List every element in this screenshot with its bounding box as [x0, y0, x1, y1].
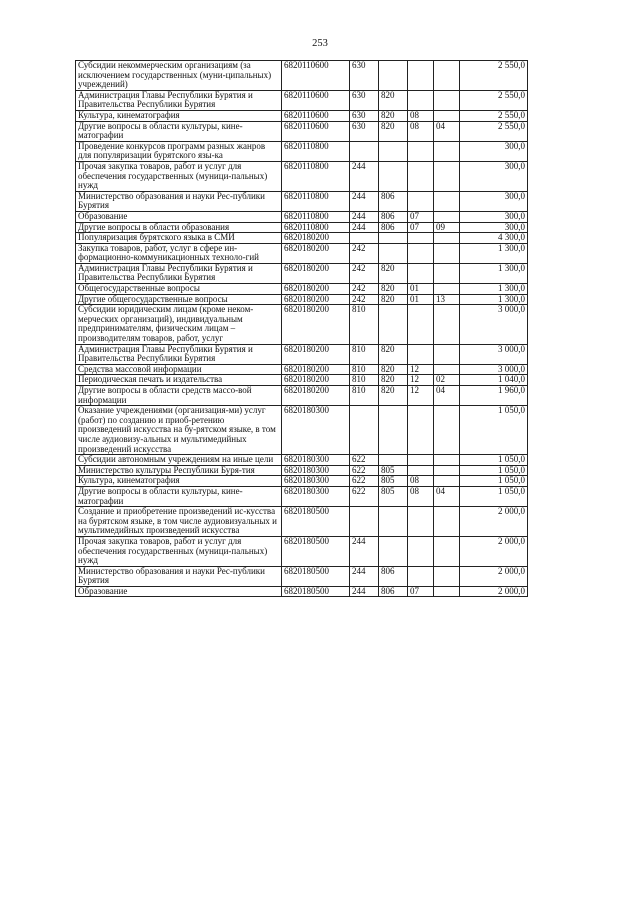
cell-section: [408, 344, 434, 364]
cell-section: 08: [408, 121, 434, 141]
cell-amount: 1 960,0: [460, 386, 528, 406]
cell-section: 01: [408, 284, 434, 295]
table-row: [76, 536, 528, 566]
cell-ministry: 805: [379, 476, 408, 487]
cell-section: [408, 141, 434, 161]
cell-expense-type: 242: [350, 284, 379, 295]
cell-ministry: 820: [379, 386, 408, 406]
cell-amount: 1 050,0: [460, 465, 528, 476]
cell-code: 6820110800: [282, 141, 350, 161]
cell-ministry: [379, 161, 408, 191]
cell-expense-type: 244: [350, 222, 379, 233]
cell-amount: 2 000,0: [460, 536, 528, 566]
cell-subsection: [434, 263, 460, 283]
cell-ministry: 820: [379, 344, 408, 364]
cell-name: Закупка товаров, работ, услуг в сфере ин-формационно-коммуникационных техноло-гий: [76, 243, 282, 263]
cell-subsection: [434, 364, 460, 375]
cell-ministry: [379, 536, 408, 566]
cell-subsection: [434, 90, 460, 110]
cell-name: Культура, кинематография: [76, 476, 282, 487]
table-row: [76, 263, 528, 283]
cell-amount: 3 000,0: [460, 344, 528, 364]
table-row: [76, 566, 528, 586]
cell-expense-type: 622: [350, 486, 379, 506]
cell-section: 07: [408, 586, 434, 597]
table-row: [76, 233, 528, 244]
cell-subsection: 04: [434, 386, 460, 406]
cell-expense-type: 630: [350, 61, 379, 91]
table-row: [76, 191, 528, 211]
cell-code: 6820180200: [282, 263, 350, 283]
cell-expense-type: 810: [350, 375, 379, 386]
cell-expense-type: 244: [350, 161, 379, 191]
cell-amount: 1 050,0: [460, 486, 528, 506]
cell-code: 6820110800: [282, 191, 350, 211]
cell-name: Министерство культуры Республики Буря-тия: [76, 465, 282, 476]
cell-code: 6820180300: [282, 476, 350, 487]
cell-subsection: 02: [434, 375, 460, 386]
cell-name: Администрация Главы Республики Бурятия и Правительства Республики Бурятия: [76, 90, 282, 110]
cell-ministry: 820: [379, 263, 408, 283]
cell-subsection: [434, 586, 460, 597]
cell-code: 6820180200: [282, 294, 350, 305]
table-row: [76, 586, 528, 597]
cell-name: Другие общегосударственные вопросы: [76, 294, 282, 305]
cell-amount: 2 000,0: [460, 586, 528, 597]
cell-name: Субсидии юридическим лицам (кроме неком-мерческих организаций), индивидуальным предпринимателям, физическим лицам – производителям товаров, работ, услуг: [76, 305, 282, 344]
cell-name: Министерство образования и науки Рес-публики Бурятия: [76, 191, 282, 211]
cell-expense-type: 622: [350, 455, 379, 466]
table-row: [76, 161, 528, 191]
cell-section: [408, 233, 434, 244]
cell-expense-type: 810: [350, 364, 379, 375]
cell-section: [408, 406, 434, 455]
table-row: [76, 406, 528, 455]
cell-subsection: [434, 161, 460, 191]
cell-expense-type: 242: [350, 243, 379, 263]
cell-expense-type: [350, 233, 379, 244]
cell-name: Другие вопросы в области образования: [76, 222, 282, 233]
cell-section: [408, 536, 434, 566]
cell-amount: 300,0: [460, 222, 528, 233]
table-row: [76, 110, 528, 121]
table-row: [76, 243, 528, 263]
cell-name: Общегосударственные вопросы: [76, 284, 282, 295]
cell-name: Прочая закупка товаров, работ и услуг для обеспечения государственных (муници-пальных) нужд: [76, 536, 282, 566]
cell-ministry: 820: [379, 364, 408, 375]
cell-ministry: [379, 507, 408, 537]
cell-name: Культура, кинематография: [76, 110, 282, 121]
cell-name: Популяризация бурятского языка в СМИ: [76, 233, 282, 244]
cell-name: Администрация Главы Республики Бурятия и Правительства Республики Бурятия: [76, 263, 282, 283]
table-row: [76, 386, 528, 406]
cell-section: [408, 161, 434, 191]
cell-expense-type: [350, 141, 379, 161]
cell-code: 6820110600: [282, 90, 350, 110]
cell-code: 6820180300: [282, 465, 350, 476]
cell-subsection: [434, 536, 460, 566]
cell-ministry: [379, 455, 408, 466]
cell-subsection: [434, 233, 460, 244]
cell-section: [408, 507, 434, 537]
cell-subsection: [434, 305, 460, 344]
cell-name: Проведение конкурсов программ разных жанров для популяризации бурятского язы-ка: [76, 141, 282, 161]
table-row: [76, 90, 528, 110]
cell-code: 6820180500: [282, 586, 350, 597]
cell-expense-type: 244: [350, 566, 379, 586]
cell-code: 6820180500: [282, 536, 350, 566]
cell-ministry: [379, 61, 408, 91]
cell-name: Министерство образования и науки Рес-публики Бурятия: [76, 566, 282, 586]
table-row: [76, 284, 528, 295]
cell-name: Другие вопросы в области средств массо-вой информации: [76, 386, 282, 406]
cell-amount: 1 050,0: [460, 476, 528, 487]
cell-ministry: 805: [379, 486, 408, 506]
cell-subsection: [434, 211, 460, 222]
cell-ministry: 820: [379, 375, 408, 386]
cell-name: Создание и приобретение произведений ис-кусства на бурятском языке, в том числе аудиовизуальных и мультимедийных произведений искусства: [76, 507, 282, 537]
table-row: [76, 294, 528, 305]
table-body: [76, 61, 528, 597]
cell-expense-type: 242: [350, 294, 379, 305]
cell-amount: 2 000,0: [460, 566, 528, 586]
cell-name: Образование: [76, 586, 282, 597]
cell-code: 6820180500: [282, 507, 350, 537]
table-row: [76, 375, 528, 386]
cell-amount: 300,0: [460, 141, 528, 161]
cell-amount: 1 300,0: [460, 263, 528, 283]
table-row: [76, 455, 528, 466]
cell-name: Прочая закупка товаров, работ и услуг для обеспечения государственных (муници-пальных) нужд: [76, 161, 282, 191]
cell-expense-type: 810: [350, 305, 379, 344]
cell-expense-type: [350, 507, 379, 537]
cell-section: [408, 263, 434, 283]
cell-amount: 1 040,0: [460, 375, 528, 386]
cell-ministry: 806: [379, 211, 408, 222]
cell-code: 6820110800: [282, 222, 350, 233]
cell-section: [408, 566, 434, 586]
table-row: [76, 476, 528, 487]
cell-subsection: [434, 344, 460, 364]
table-row: [76, 364, 528, 375]
cell-expense-type: 810: [350, 386, 379, 406]
cell-ministry: [379, 141, 408, 161]
cell-code: 6820110600: [282, 110, 350, 121]
cell-ministry: [379, 243, 408, 263]
cell-section: [408, 243, 434, 263]
cell-ministry: 806: [379, 586, 408, 597]
cell-expense-type: 630: [350, 90, 379, 110]
cell-name: Периодическая печать и издательства: [76, 375, 282, 386]
cell-subsection: [434, 465, 460, 476]
cell-section: 08: [408, 476, 434, 487]
cell-code: 6820180300: [282, 455, 350, 466]
cell-amount: 4 300,0: [460, 233, 528, 244]
cell-subsection: [434, 110, 460, 121]
budget-table: [75, 60, 528, 597]
cell-subsection: [434, 566, 460, 586]
cell-code: 6820180200: [282, 243, 350, 263]
cell-subsection: [434, 507, 460, 537]
cell-expense-type: [350, 406, 379, 455]
cell-code: 6820180200: [282, 305, 350, 344]
table-row: [76, 344, 528, 364]
cell-subsection: [434, 191, 460, 211]
cell-code: 6820110800: [282, 211, 350, 222]
cell-subsection: 04: [434, 486, 460, 506]
cell-ministry: [379, 233, 408, 244]
cell-name: Субсидии автономным учреждениям на иные цели: [76, 455, 282, 466]
cell-amount: 1 300,0: [460, 243, 528, 263]
cell-section: [408, 465, 434, 476]
cell-code: 6820180500: [282, 566, 350, 586]
cell-expense-type: 244: [350, 586, 379, 597]
cell-ministry: 820: [379, 110, 408, 121]
cell-subsection: [434, 455, 460, 466]
cell-ministry: 806: [379, 191, 408, 211]
cell-name: Другие вопросы в области культуры, кине-матографии: [76, 486, 282, 506]
cell-subsection: [434, 141, 460, 161]
table-row: [76, 222, 528, 233]
cell-section: [408, 90, 434, 110]
page-number: 253: [312, 38, 328, 49]
cell-section: 07: [408, 222, 434, 233]
cell-subsection: [434, 61, 460, 91]
cell-section: [408, 455, 434, 466]
cell-subsection: [434, 243, 460, 263]
cell-expense-type: 630: [350, 121, 379, 141]
cell-code: 6820180200: [282, 284, 350, 295]
cell-ministry: 820: [379, 90, 408, 110]
table-row: [76, 121, 528, 141]
cell-subsection: [434, 406, 460, 455]
cell-amount: 1 050,0: [460, 406, 528, 455]
cell-code: 6820180300: [282, 486, 350, 506]
cell-amount: 300,0: [460, 191, 528, 211]
table-row: [76, 61, 528, 91]
cell-code: 6820180300: [282, 406, 350, 455]
cell-code: 6820110600: [282, 61, 350, 91]
cell-subsection: [434, 476, 460, 487]
cell-code: 6820180200: [282, 386, 350, 406]
cell-section: 01: [408, 294, 434, 305]
cell-amount: 300,0: [460, 161, 528, 191]
cell-amount: 2 550,0: [460, 110, 528, 121]
cell-amount: 2 550,0: [460, 90, 528, 110]
cell-section: 08: [408, 486, 434, 506]
cell-subsection: [434, 284, 460, 295]
cell-section: 12: [408, 375, 434, 386]
table-row: [76, 305, 528, 344]
cell-section: [408, 61, 434, 91]
cell-amount: 2 550,0: [460, 61, 528, 91]
table-row: [76, 465, 528, 476]
cell-expense-type: 244: [350, 536, 379, 566]
cell-subsection: 04: [434, 121, 460, 141]
cell-name: Другие вопросы в области культуры, кине-матографии: [76, 121, 282, 141]
cell-amount: 2 550,0: [460, 121, 528, 141]
cell-amount: 300,0: [460, 211, 528, 222]
cell-section: 07: [408, 211, 434, 222]
cell-expense-type: 810: [350, 344, 379, 364]
cell-expense-type: 244: [350, 191, 379, 211]
cell-ministry: 806: [379, 222, 408, 233]
table-row: [76, 486, 528, 506]
cell-amount: 3 000,0: [460, 364, 528, 375]
cell-amount: 3 000,0: [460, 305, 528, 344]
cell-name: Образование: [76, 211, 282, 222]
cell-section: 12: [408, 386, 434, 406]
cell-amount: 1 300,0: [460, 284, 528, 295]
cell-amount: 1 050,0: [460, 455, 528, 466]
cell-expense-type: 242: [350, 263, 379, 283]
cell-section: [408, 191, 434, 211]
cell-expense-type: 244: [350, 211, 379, 222]
cell-section: [408, 305, 434, 344]
cell-expense-type: 622: [350, 476, 379, 487]
cell-code: 6820180200: [282, 364, 350, 375]
cell-code: 6820110800: [282, 161, 350, 191]
cell-section: 08: [408, 110, 434, 121]
cell-code: 6820180200: [282, 344, 350, 364]
table-row: [76, 141, 528, 161]
table-row: [76, 211, 528, 222]
cell-subsection: 13: [434, 294, 460, 305]
cell-expense-type: 622: [350, 465, 379, 476]
cell-ministry: 820: [379, 121, 408, 141]
cell-code: 6820110600: [282, 121, 350, 141]
cell-subsection: 09: [434, 222, 460, 233]
cell-ministry: 805: [379, 465, 408, 476]
cell-expense-type: 630: [350, 110, 379, 121]
cell-name: Средства массовой информации: [76, 364, 282, 375]
cell-name: Оказание учреждениями (организация-ми) услуг (работ) по созданию и приоб-ретению произведений искусства на бу-рятском языке, в том числе аудиовизу-альных и мультимедийных произведений искусства: [76, 406, 282, 455]
cell-ministry: 820: [379, 284, 408, 295]
cell-ministry: [379, 406, 408, 455]
cell-section: 12: [408, 364, 434, 375]
cell-name: Администрация Главы Республики Бурятия и Правительства Республики Бурятия: [76, 344, 282, 364]
cell-ministry: 806: [379, 566, 408, 586]
cell-amount: 2 000,0: [460, 507, 528, 537]
cell-ministry: [379, 305, 408, 344]
cell-name: Субсидии некоммерческим организациям (за исключением государственных (муни-ципальных) учреждений): [76, 61, 282, 91]
cell-code: 6820180200: [282, 233, 350, 244]
cell-amount: 1 300,0: [460, 294, 528, 305]
cell-ministry: 820: [379, 294, 408, 305]
table-row: [76, 507, 528, 537]
cell-code: 6820180200: [282, 375, 350, 386]
